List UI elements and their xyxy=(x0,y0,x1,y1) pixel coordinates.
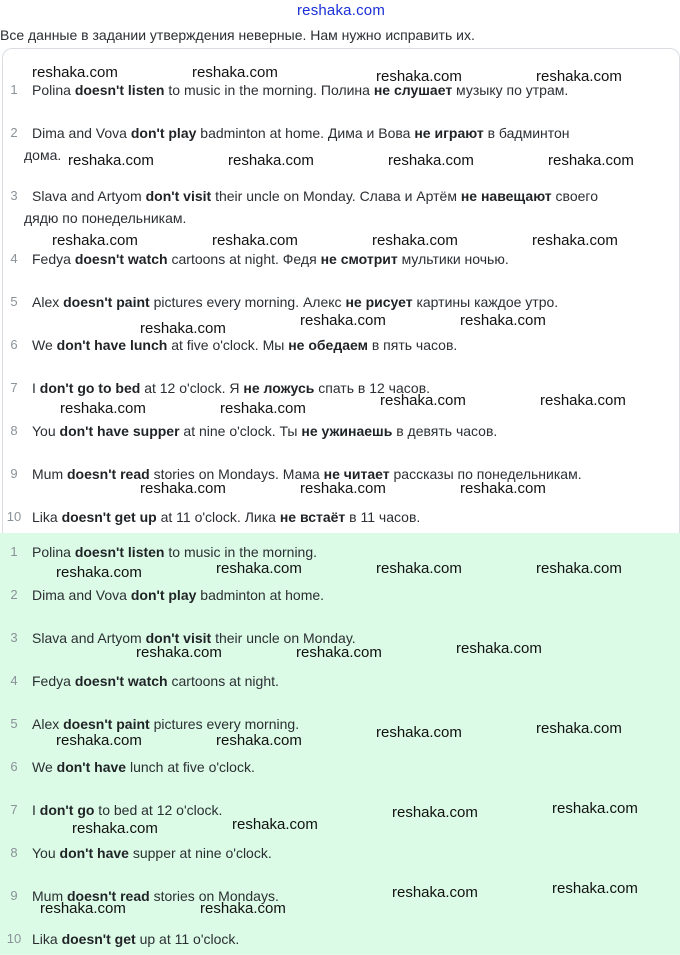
watermark: reshaka.com xyxy=(456,640,542,657)
watermark: reshaka.com xyxy=(200,900,286,917)
watermark: reshaka.com xyxy=(40,900,126,917)
watermark: reshaka.com xyxy=(296,644,382,661)
item-text: You don't have supper at nine o'clock. xyxy=(32,845,272,861)
item-number: 3 xyxy=(10,188,18,203)
watermark: reshaka.com xyxy=(300,312,386,329)
item-text: Dima and Vova don't play badminton at home. xyxy=(32,587,325,603)
item-text: Slava and Artyom don't visit their uncle on Monday. xyxy=(32,630,356,646)
item-number: 1 xyxy=(10,544,18,559)
watermark: reshaka.com xyxy=(540,392,626,409)
watermark: reshaka.com xyxy=(56,732,142,749)
watermark: reshaka.com xyxy=(220,400,306,417)
watermark: reshaka.com xyxy=(216,560,302,577)
site-header[interactable]: reshaka.com xyxy=(296,2,386,19)
item-text: Lika doesn't get up at 11 o'clock. xyxy=(32,931,240,947)
item-text: Fedya doesn't watch cartoons at night. xyxy=(32,673,279,689)
item-number: 3 xyxy=(10,630,18,645)
item-number: 6 xyxy=(10,759,18,774)
watermark: reshaka.com xyxy=(380,392,466,409)
item-number: 4 xyxy=(10,251,18,266)
item-text: Mum doesn't read stories on Mondays. xyxy=(32,888,279,904)
watermark: reshaka.com xyxy=(536,560,622,577)
item-number: 5 xyxy=(10,716,18,731)
item-text: Alex doesn't paint pictures every morning. Алекс не рисует картины каждое утро. xyxy=(32,294,559,310)
item-number: 1 xyxy=(10,82,18,97)
item-number: 4 xyxy=(10,673,18,688)
watermark: reshaka.com xyxy=(548,152,634,169)
item-text: I don't go to bed at 12 o'clock. xyxy=(32,802,223,818)
watermark: reshaka.com xyxy=(32,64,118,81)
item-text: Slava and Artyom don't visit their uncle on Monday. Слава и Артём не навещают своего xyxy=(32,188,598,204)
item-number: 7 xyxy=(10,380,18,395)
item-text: Lika doesn't get up at 11 o'clock. Лика не встаёт в 11 часов. xyxy=(32,509,421,525)
watermark: reshaka.com xyxy=(376,724,462,741)
item-number: 10 xyxy=(6,509,22,524)
item-text: We don't have lunch at five o'clock. Мы не обедаем в пять часов. xyxy=(32,337,458,353)
watermark: reshaka.com xyxy=(388,152,474,169)
watermark: reshaka.com xyxy=(136,644,222,661)
watermark: reshaka.com xyxy=(376,560,462,577)
watermark: reshaka.com xyxy=(392,884,478,901)
item-number: 10 xyxy=(6,931,22,946)
item-text: We don't have lunch at five o'clock. xyxy=(32,759,255,775)
item-text: Mum doesn't read stories on Mondays. Мама не читает рассказы по понедельникам. xyxy=(32,466,582,482)
watermark: reshaka.com xyxy=(532,232,618,249)
watermark: reshaka.com xyxy=(232,816,318,833)
watermark: reshaka.com xyxy=(372,232,458,249)
intro-text: Все данные в задании утверждения неверные. Нам нужно исправить их. xyxy=(0,27,475,43)
item-number: 9 xyxy=(10,466,18,481)
watermark: reshaka.com xyxy=(460,312,546,329)
watermark: reshaka.com xyxy=(300,480,386,497)
item-number: 2 xyxy=(10,125,18,140)
watermark: reshaka.com xyxy=(552,880,638,897)
item-text: Dima and Vova don't play badminton at home. Дима и Вова не играют в бадминтон xyxy=(32,125,570,141)
watermark: reshaka.com xyxy=(536,720,622,737)
item-number: 5 xyxy=(10,294,18,309)
watermark: reshaka.com xyxy=(192,64,278,81)
item-number: 8 xyxy=(10,845,18,860)
item-number: 7 xyxy=(10,802,18,817)
watermark: reshaka.com xyxy=(212,232,298,249)
watermark: reshaka.com xyxy=(552,800,638,817)
item-text: You don't have supper at nine o'clock. Ты не ужинаешь в девять часов. xyxy=(32,423,498,439)
item-text-continuation: дома. xyxy=(24,147,62,163)
watermark: reshaka.com xyxy=(536,68,622,85)
watermark: reshaka.com xyxy=(376,68,462,85)
watermark: reshaka.com xyxy=(392,804,478,821)
watermark: reshaka.com xyxy=(68,152,154,169)
item-number: 9 xyxy=(10,888,18,903)
watermark: reshaka.com xyxy=(60,400,146,417)
watermark: reshaka.com xyxy=(72,820,158,837)
item-text: Alex doesn't paint pictures every morning. xyxy=(32,716,300,732)
watermark: reshaka.com xyxy=(140,480,226,497)
item-text-continuation: дядю по понедельникам. xyxy=(24,210,187,226)
item-number: 8 xyxy=(10,423,18,438)
watermark: reshaka.com xyxy=(140,320,226,337)
item-number: 6 xyxy=(10,337,18,352)
watermark: reshaka.com xyxy=(56,564,142,581)
item-text: Polina doesn't listen to music in the morning. Полина не слушает музыку по утрам. xyxy=(32,82,569,98)
watermark: reshaka.com xyxy=(216,732,302,749)
watermark: reshaka.com xyxy=(460,480,546,497)
watermark: reshaka.com xyxy=(228,152,314,169)
watermark: reshaka.com xyxy=(52,232,138,249)
item-text: Polina doesn't listen to music in the morning. xyxy=(32,544,318,560)
item-text: Fedya doesn't watch cartoons at night. Федя не смотрит мультики ночью. xyxy=(32,251,509,267)
item-text: I don't go to bed at 12 o'clock. Я не ложусь спать в 12 часов. xyxy=(32,380,431,396)
item-number: 2 xyxy=(10,587,18,602)
